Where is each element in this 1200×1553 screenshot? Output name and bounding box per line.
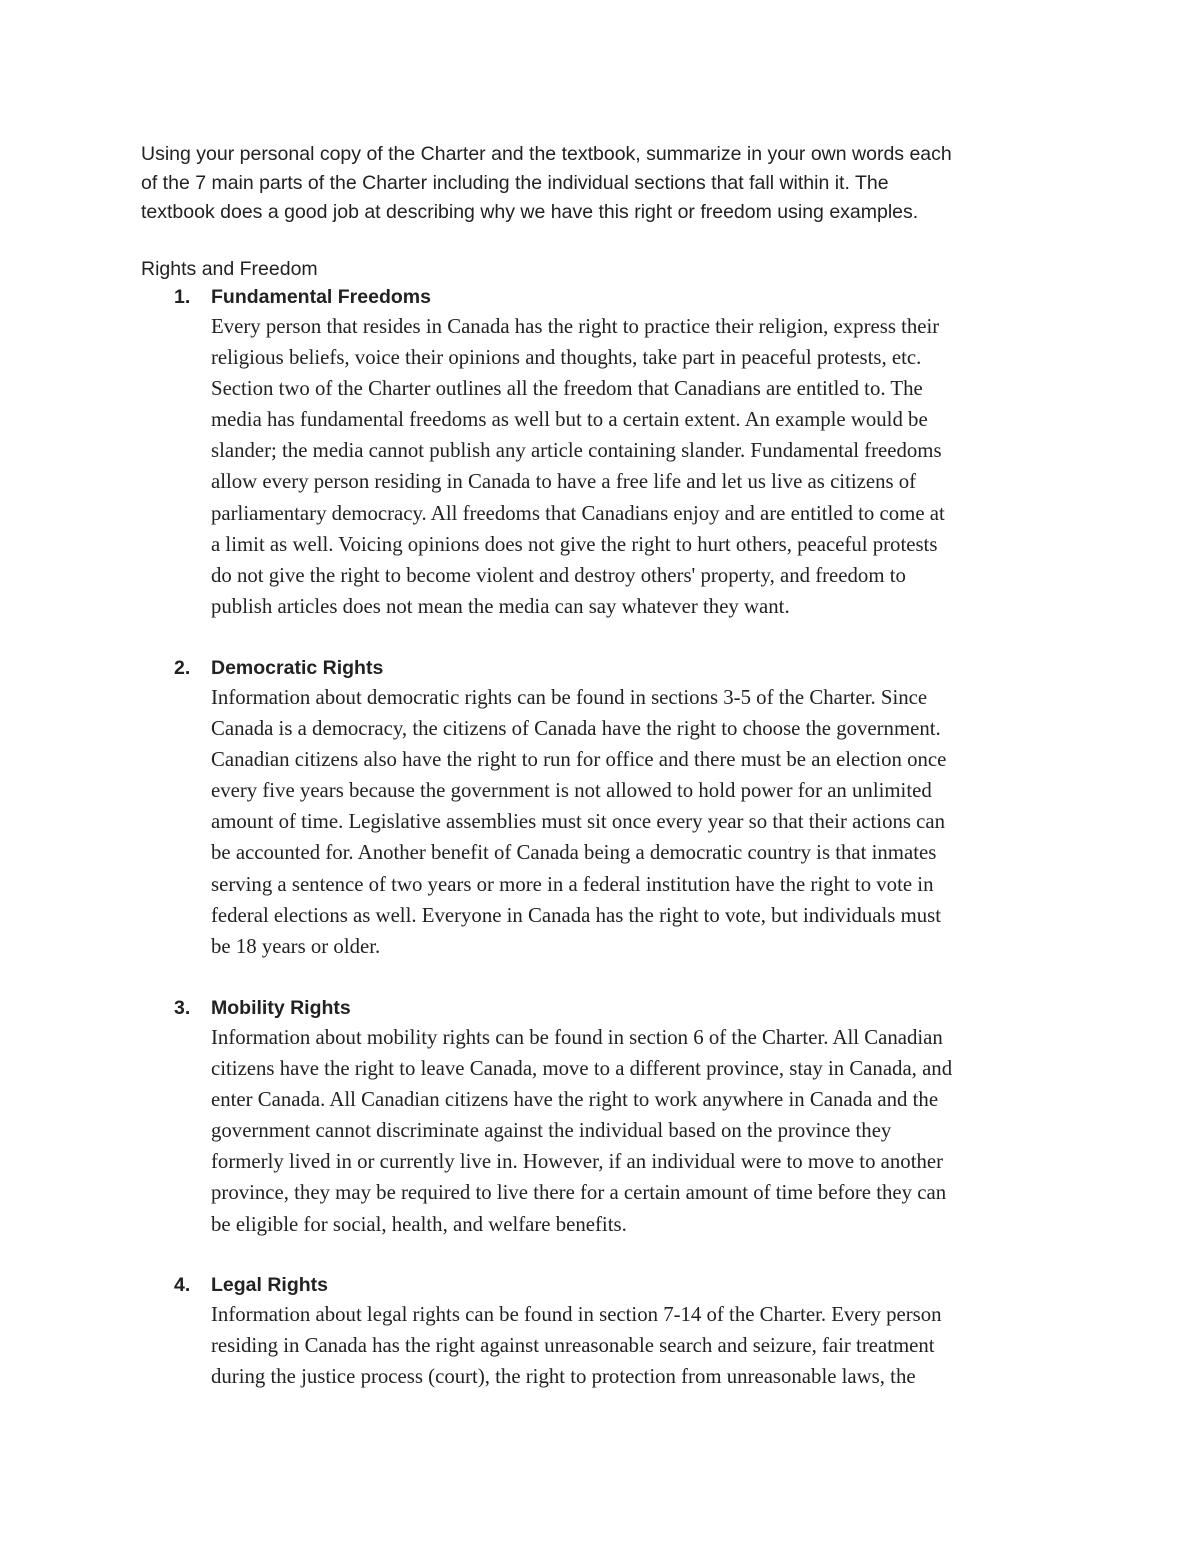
body-line: government cannot discriminate against the individual based on the province they (211, 1119, 892, 1143)
body-line: enter Canada. All Canadian citizens have the right to work anywhere in Canada and the (211, 1088, 939, 1112)
body-line: media has fundamental freedoms as well but to a certain extent. An example would be (211, 408, 928, 432)
body-line: religious beliefs, voice their opinions and thoughts, take part in peaceful protests, etc. (211, 346, 922, 370)
list-item-number: 4. (174, 1274, 191, 1296)
body-line: during the justice process (court), the right to protection from unreasonable laws, the (211, 1365, 916, 1389)
body-line: province, they may be required to live there for a certain amount of time before they can (211, 1181, 947, 1205)
body-line: Every person that resides in Canada has the right to practice their religion, express their (211, 315, 940, 338)
list-item-title: Mobility Rights (211, 997, 351, 1019)
instructions-line: Using your personal copy of the Charter and the textbook, summarize in your own words each (141, 143, 952, 165)
body-line: be 18 years or older. (211, 934, 381, 958)
list-item-body (174, 1299, 1074, 1392)
list-item-heading (174, 1271, 1074, 1299)
section-heading: Rights and Freedom (141, 258, 318, 280)
body-line: federal elections as well. Everyone in Canada has the right to vote, but individuals must (211, 903, 942, 927)
instructions-line: textbook does a good job at describing why we have this right or freedom using examples. (141, 201, 919, 223)
body-line: do not give the right to become violent and destroy others' property, and freedom to (211, 563, 906, 587)
instructions-paragraph (141, 140, 1081, 227)
body-line: Canadian citizens also have the right to run for office and there must be an election once (211, 748, 947, 772)
body-line: publish articles does not mean the media can say whatever they want. (211, 594, 790, 618)
body-line: allow every person residing in Canada to have a free life and let us live as citizens of (211, 470, 917, 494)
body-line: be accounted for. Another benefit of Canada being a democratic country is that inmates (211, 841, 937, 865)
list-item-mobility-rights (174, 994, 1074, 1240)
body-line: Information about democratic rights can be found in sections 3-5 of the Charter. Since (211, 686, 928, 709)
list-item-heading (174, 283, 1074, 311)
list-item-title: Fundamental Freedoms (211, 286, 431, 308)
body-line: serving a sentence of two years or more in a federal institution have the right to vote in (211, 872, 934, 896)
body-line: Information about mobility rights can be found in section 6 of the Charter. All Canadian (211, 1026, 943, 1049)
body-line: slander; the media cannot publish any article containing slander. Fundamental freedoms (211, 439, 942, 463)
list-item-body (174, 682, 1074, 962)
body-line: residing in Canada has the right against unreasonable search and seizure, fair treatment (211, 1334, 935, 1358)
list-item-heading (174, 994, 1074, 1022)
body-line: a limit as well. Voicing opinions does not give the right to hurt others, peaceful protests (211, 532, 938, 556)
list-item-heading (174, 654, 1074, 682)
body-line: Information about legal rights can be found in section 7-14 of the Charter. Every person (211, 1303, 942, 1326)
instructions-line: of the 7 main parts of the Charter including the individual sections that fall within it. The (141, 172, 889, 194)
body-line: every five years because the government is not allowed to hold power for an unlimited (211, 779, 932, 803)
list-item-number: 3. (174, 997, 191, 1019)
list-item-body (174, 311, 1074, 622)
list-item-democratic-rights (174, 654, 1074, 962)
body-line: be eligible for social, health, and welfare benefits. (211, 1212, 627, 1236)
body-line: amount of time. Legislative assemblies must sit once every year so that their actions can (211, 810, 946, 834)
list-item-number: 1. (174, 286, 191, 308)
body-line: parliamentary democracy. All freedoms that Canadians enjoy and are entitled to come at (211, 501, 945, 525)
list-item-title: Legal Rights (211, 1274, 329, 1296)
list-item-title: Democratic Rights (211, 657, 384, 679)
list-item-legal-rights (174, 1271, 1074, 1392)
body-line: citizens have the right to leave Canada, move to a different province, stay in Canada, and (211, 1057, 953, 1081)
list-item-fundamental-freedoms (174, 283, 1074, 622)
body-line: Canada is a democracy, the citizens of Canada have the right to choose the government. (211, 717, 941, 741)
list-item-body (174, 1022, 1074, 1240)
body-line: Section two of the Charter outlines all the freedom that Canadians are entitled to. The (211, 377, 923, 401)
body-line: formerly lived in or currently live in. However, if an individual were to move to another (211, 1150, 944, 1174)
list-item-number: 2. (174, 657, 191, 679)
